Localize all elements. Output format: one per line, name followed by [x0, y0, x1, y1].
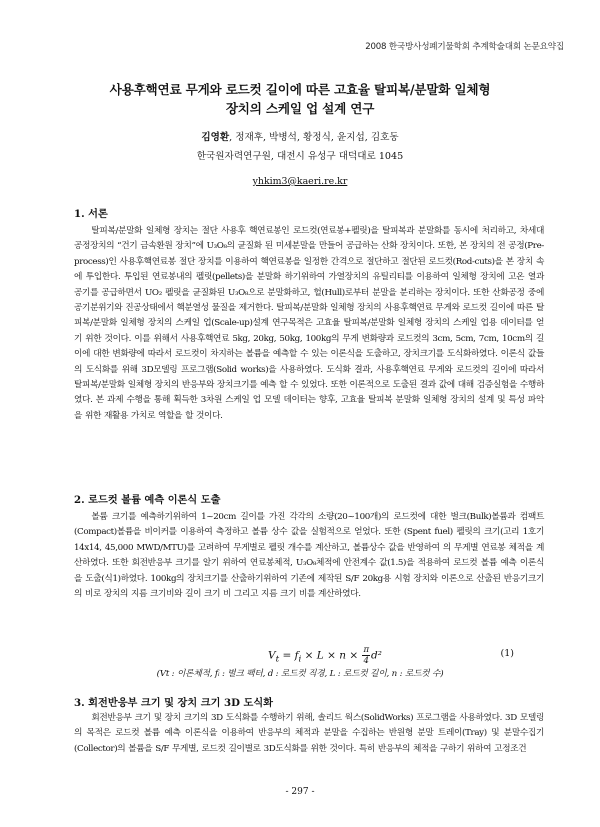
co-authors: , 정재후, 박병석, 황정식, 윤지섭, 김호동 [229, 132, 399, 143]
author-email[interactable]: yhkim3@kaeri.re.kr [252, 176, 348, 187]
proceedings-header: 2008 한국방사성폐기물학회 추계학술대회 논문요약집 [365, 42, 564, 52]
section-body: 볼륨 크기를 예측하기위하여 1~20cm 길이를 가진 각각의 소량(20~100개)의 로드컷에 대한 벌크(Bulk)볼륨과 컴팩트(Compact)볼륨을 비이커를 이용하여 측정하고 볼륨 상수 값을 실험적으로 얻었다. 또한 (Spent fuel) 펠릿의 크기(고리 1호기 14x14, 45,000 MWD/MTU)를 고려하여 무게별로 펠릿 개수를 계산하고, 볼륨상수 값을 반영하여 의 무게별 연료봉 체적을 계산하였다. 또한 회전반응부 크기를 알기 위하여 연료봉체적, U₃O₈체적에 안전계수 값(1.5)을 적용하여 로드컷 볼륨 예측 이론식을 도출(식1)하였다. 100kg의 장치크기를 산출하기위하여 기존에 제작된 S/F 20kg용 시험 장치와 이론으로 산출된 반응기크기의 비로 장치의 지름 크기비와 길이 크기 비 그리고 지름 크기 비를 계산하였다. [74, 512, 544, 600]
section-introduction [74, 206, 544, 424]
affiliation: 한국원자력연구원, 대전시 유성구 대덕대로 1045 [196, 151, 404, 162]
pi-over-four: $\frac{\pi}{4}$ [363, 645, 370, 666]
equation-number: (1) [500, 648, 514, 659]
section-heading: 3. 회전반응부 크기 및 장치 크기 3D 도식화 [74, 697, 274, 709]
author-block [0, 128, 600, 166]
section-3d-modeling [74, 695, 544, 757]
title-line-1: 사용후핵연료 무게와 로드컷 길이에 따른 고효율 탈피복/분말화 일체형 [109, 82, 491, 97]
section-body: 회전반응부 크기 및 장치 크기의 3D 도식화를 수행하기 위해, 솔리드 웍스(SolidWorks) 프로그램을 사용하였다. 3D 모델링의 목적은 로드컷 볼륨 예측 이론식을 이용하여 반응부의 체적과 분말을 수집하는 반원형 분말 트레이(Tray) 및 분말수집기(Collector)의 볼륨을 S/F 무게별, 로드컷 길이별로 3D도식화를 위한 것이다. 특히 반응부의 체적을 구하기 위하여 고정조건 [74, 713, 544, 754]
equation-1 [0, 640, 600, 664]
page-number: - 297 - [285, 787, 315, 797]
first-author: 김영환 [201, 132, 230, 143]
section-heading: 1. 서론 [74, 208, 108, 220]
equation-formula: $V_t = f_i \times L \times n$ × $\frac{\pi}{4}$ d² [268, 645, 382, 666]
section-body: 탈피복/분말화 일체형 장치는 절단 사용후 핵연료봉인 로드컷(연료봉+펠릿)을 탈피복과 분말화를 동시에 처리하고, 차세대 공정장치의 “건기 금속환원 장치”에 U₃O₈의 균질화 된 미세분말을 만들어 공급하는 산화 장치이다. 또한, 본 장치의 전 공정(Pre-process)인 사용후핵연료봉 절단 장치를 이용하여 핵연료봉을 일정한 간격으로 절단하고 절단된 로드컷(Rod-cuts)을 본 장치 속에 투입한다. 투입된 연료봉내의 펠릿(pellets)을 분말화 하기위하여 가열장치의 유틸리티를 이용하여 일체형 장치에 고온 열과 공기를 공급하면서 UO₂ 펠릿을 균질화된 U₃O₈으로 분말화하고, 헐(Hull)로부터 분말을 분리하는 장치이다. 또한 산화공정 중에 공기분위기와 진공상태에서 핵분열성 물질을 제거한다. 탈피복/분말화 일체형 장치의 사용후핵연료 무게와 로드컷 길이에 따른 탈피복/분말화 일체형 장치의 스케일 업(Scale-up)설계 연구목적은 고효율 탈피복/분말화 일체형 장치의 스케일 업용 데이터를 얻기 위한 것이다. 이를 위해서 사용후핵연료 5kg, 20kg, 50kg, 100kg의 무게 변화량과 로드컷의 3cm, 5cm, 7cm, 10cm의 길이에 대한 변화량에 따라서 로드컷이 차지하는 볼륨을 예측할 수 있는 이론식을 도출하고, 장치크기를 도식화하였다. 이론식 값들의 도식화를 위해 3D모델링 프로그램(Solid works)을 사용하였다. 도식화 결과, 사용후핵연료 무게와 로드컷의 길이에 따라서 탈피복/분말화 일체형 장치의 반응부와 장치크기를 예측 할 수 있었다. 또한 이론적으로 도출된 결과 값에 대해 검증실험을 수행하였다. 본 과제 수행을 통해 획득한 3차원 스케일 업 모델 데이터는 향후, 고효율 탈피복 분말화 일체형 장치의 설계 및 특성 파악을 위한 재활용 가치로 역할을 할 것이다. [74, 226, 544, 421]
author-list [0, 128, 600, 147]
paper-title [0, 80, 600, 118]
title-line-2: 장치의 스케일 업 설계 연구 [225, 101, 375, 116]
equation-legend: (Vt : 이론체적, fᵢ : 벌크 팩터, d : 로드컷 직경, L : 로드컷 길이, n : 로드컷 수) [156, 669, 444, 679]
section-heading: 2. 로드컷 볼륨 예측 이론식 도출 [74, 494, 221, 506]
section-volume-prediction [74, 492, 544, 602]
